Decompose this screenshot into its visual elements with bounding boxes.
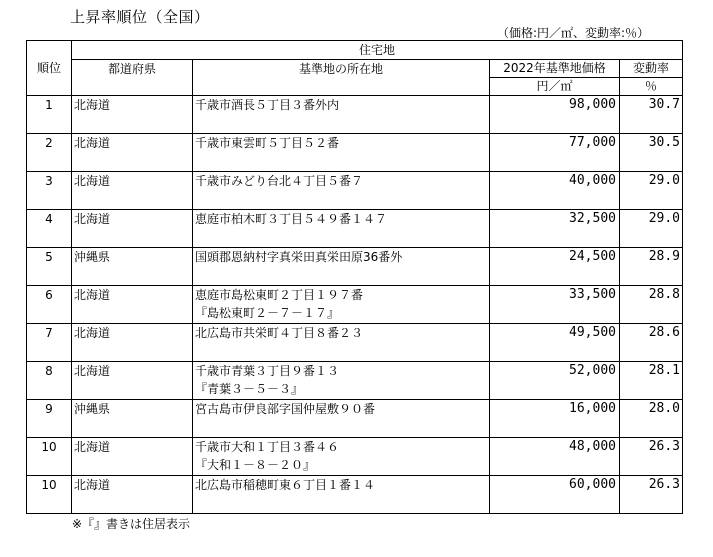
rate-cell: 26.3 xyxy=(620,438,683,476)
prefecture-cell: 沖縄県 xyxy=(72,248,193,286)
table-row xyxy=(27,324,683,362)
header-rate-line1: 変動率 xyxy=(620,60,683,78)
price-cell: 32,500 xyxy=(490,210,620,248)
prefecture-cell: 北海道 xyxy=(72,96,193,134)
rank-cell: 6 xyxy=(27,286,72,324)
price-cell: 52,000 xyxy=(490,362,620,400)
address-cell xyxy=(193,134,490,172)
rate-cell: 28.6 xyxy=(620,324,683,362)
price-cell: 60,000 xyxy=(490,476,620,514)
address-line: 北広島市稲穂町東６丁目１番１４ xyxy=(195,478,376,492)
address-line: 北広島市共栄町４丁目８番２３ xyxy=(195,326,364,340)
footnote: ※『』書きは住居表示 xyxy=(72,517,191,531)
rank-cell: 7 xyxy=(27,324,72,362)
price-cell: 24,500 xyxy=(490,248,620,286)
rate-cell: 30.7 xyxy=(620,96,683,134)
table-row xyxy=(27,210,683,248)
rate-cell: 28.9 xyxy=(620,248,683,286)
address-line: 恵庭市島松東町２丁目１９７番 xyxy=(195,288,364,302)
table-row xyxy=(27,476,683,514)
address-line: 恵庭市柏木町３丁目５４９番１４７ xyxy=(195,212,388,226)
rate-cell: 28.8 xyxy=(620,286,683,324)
table-row xyxy=(27,438,683,476)
address-line: 国頭郡恩納村字真栄田真栄田原36番外 xyxy=(195,250,403,264)
address-line: 宮古島市伊良部字国仲屋敷９０番 xyxy=(195,402,376,416)
table-row xyxy=(27,400,683,438)
address-cell xyxy=(193,362,490,400)
rank-cell: 8 xyxy=(27,362,72,400)
price-cell: 48,000 xyxy=(490,438,620,476)
address-line: 千歳市酒長５丁目３番外内 xyxy=(195,98,340,112)
address-cell xyxy=(193,248,490,286)
address-cell xyxy=(193,96,490,134)
prefecture-cell: 北海道 xyxy=(72,210,193,248)
rate-cell: 28.1 xyxy=(620,362,683,400)
prefecture-cell: 北海道 xyxy=(72,324,193,362)
prefecture-cell: 北海道 xyxy=(72,172,193,210)
table-body xyxy=(27,96,683,514)
prefecture-cell: 沖縄県 xyxy=(72,400,193,438)
rank-cell: 4 xyxy=(27,210,72,248)
price-cell: 16,000 xyxy=(490,400,620,438)
prefecture-cell: 北海道 xyxy=(72,362,193,400)
rate-cell: 29.0 xyxy=(620,172,683,210)
address-cell xyxy=(193,476,490,514)
rank-cell: 5 xyxy=(27,248,72,286)
table-row xyxy=(27,96,683,134)
table-row xyxy=(27,362,683,400)
table-row xyxy=(27,172,683,210)
price-cell: 33,500 xyxy=(490,286,620,324)
unit-note: （価格:円／㎡、変動率:％） xyxy=(497,26,650,40)
prefecture-cell: 北海道 xyxy=(72,438,193,476)
table-row xyxy=(27,134,683,172)
address-line: 千歳市青葉３丁目９番１３ xyxy=(195,364,340,378)
header-rank: 順位 xyxy=(27,41,72,96)
rate-cell: 30.5 xyxy=(620,134,683,172)
price-cell: 98,000 xyxy=(490,96,620,134)
price-cell: 77,000 xyxy=(490,134,620,172)
header-prefecture: 都道府県 xyxy=(72,60,193,96)
address-cell xyxy=(193,400,490,438)
address-cell xyxy=(193,438,490,476)
rate-cell: 28.0 xyxy=(620,400,683,438)
address-line: 千歳市大和１丁目３番４６ xyxy=(195,440,340,454)
rank-cell: 1 xyxy=(27,96,72,134)
address-cell xyxy=(193,324,490,362)
prefecture-cell: 北海道 xyxy=(72,476,193,514)
address-cell xyxy=(193,286,490,324)
address-cell xyxy=(193,172,490,210)
price-cell: 49,500 xyxy=(490,324,620,362)
ranking-table xyxy=(26,40,683,514)
residential-address-line: 『大和１－８－２０』 xyxy=(195,458,316,472)
rank-cell: 2 xyxy=(27,134,72,172)
residential-address-line: 『青葉３－５－３』 xyxy=(195,382,304,396)
table-row xyxy=(27,248,683,286)
rank-cell: 3 xyxy=(27,172,72,210)
header-group-residential: 住宅地 xyxy=(72,41,683,60)
header-price-line1: 2022年基準地価格 xyxy=(490,60,620,78)
header-rate-line2: ％ xyxy=(620,78,683,96)
rank-cell: 10 xyxy=(27,438,72,476)
header-price-line2: 円／㎡ xyxy=(490,78,620,96)
prefecture-cell: 北海道 xyxy=(72,286,193,324)
residential-address-line: 『島松東町２－７－１７』 xyxy=(195,306,340,320)
header-address: 基準地の所在地 xyxy=(193,60,490,96)
rate-cell: 26.3 xyxy=(620,476,683,514)
table-row xyxy=(27,286,683,324)
rate-cell: 29.0 xyxy=(620,210,683,248)
address-cell xyxy=(193,210,490,248)
price-cell: 40,000 xyxy=(490,172,620,210)
rank-cell: 9 xyxy=(27,400,72,438)
prefecture-cell: 北海道 xyxy=(72,134,193,172)
address-line: 千歳市みどり台北４丁目５番７ xyxy=(195,174,364,188)
rank-cell: 10 xyxy=(27,476,72,514)
page-title: 上昇率順位（全国） xyxy=(70,8,210,26)
address-line: 千歳市東雲町５丁目５２番 xyxy=(195,136,340,150)
